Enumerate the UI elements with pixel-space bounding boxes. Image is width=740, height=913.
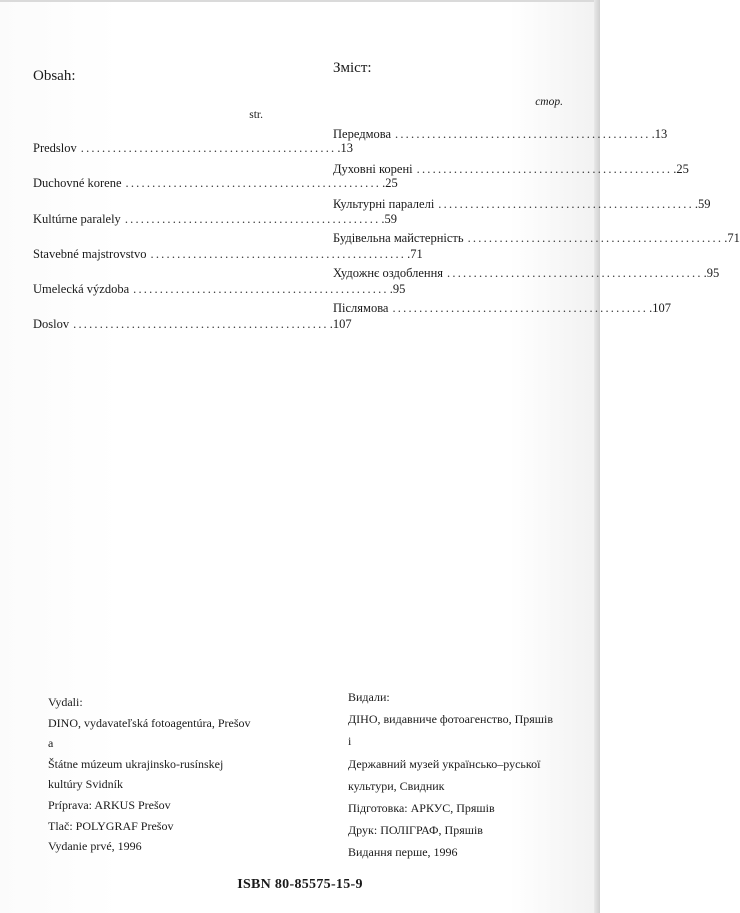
toc-entry-page: .95 [703, 266, 720, 281]
toc-entry-title: Umelecká výzdoba [33, 282, 130, 297]
page-column-label-ukrainian: стор. [535, 96, 563, 108]
toc-entry-title: Духовні корені [333, 161, 413, 176]
imprint-line: Підготовка: АРКУС, Пряшів [348, 801, 495, 816]
imprint-line: Tlač: POLYGRAF Prešov [48, 818, 174, 833]
imprint-ukrainian [348, 686, 598, 864]
toc-entry-page: .95 [389, 282, 406, 297]
toc-entry-page: .13 [651, 127, 668, 141]
toc-leader-dots: ................................................ [73, 317, 329, 332]
imprint-line: kultúry Svidník [48, 777, 124, 792]
toc-entry [33, 141, 353, 176]
toc-entry-title: Культурні паралелі [333, 196, 435, 211]
toc-entry-page: .59 [694, 196, 711, 211]
toc-entry-title: Kultúrne paralely [33, 211, 121, 226]
imprint-line: культури, Свидник [348, 778, 445, 793]
toc-entry [333, 127, 668, 162]
toc-entry-page: .25 [382, 176, 398, 191]
isbn-number: ISBN 80-85575-15-9 [237, 877, 363, 892]
toc-entry-title: Doslov [33, 317, 70, 332]
imprint-line: Príprava: ARKUS Prešov [48, 797, 171, 812]
toc-entry [333, 196, 711, 232]
toc-heading-ukrainian: Зміст: [333, 60, 372, 76]
toc-leader-dots: ................................................ [133, 282, 389, 297]
toc-leader-dots: ................................................ [395, 127, 651, 141]
toc-entry-title: Stavebné majstrovstvo [33, 246, 147, 261]
toc-entry-page: .107 [649, 300, 671, 315]
imprint-line: Vydali: [48, 695, 83, 709]
toc-entry [333, 266, 720, 301]
imprint-slovak [48, 692, 308, 857]
imprint-line: Друк: ПОЛІГРАФ, Пряшів [348, 823, 483, 838]
toc-leader-dots: ................................................ [124, 211, 381, 226]
toc-leader-dots: ................................................ [416, 161, 673, 176]
toc-entry-page: .13 [337, 141, 353, 155]
toc-entry-title: Duchovné korene [33, 176, 122, 191]
imprint-line: DINO, vydavateľská fotoagentúra, Prešov [48, 715, 251, 730]
toc-entry [333, 231, 740, 266]
toc-entry-page: .59 [381, 211, 398, 226]
toc-leader-dots: ................................................ [80, 141, 337, 155]
imprint-line: Štátne múzeum ukrajinsko-rusínskej [48, 756, 224, 771]
toc-entry-title: Художнє оздоблення [333, 266, 444, 281]
imprint-line: Видання перше, 1996 [348, 845, 458, 860]
toc-entry-title: Передмова [333, 127, 392, 141]
toc-ukrainian [333, 60, 740, 336]
toc-heading-slovak: Obsah: [33, 68, 76, 84]
imprint-line: ДІНО, видавниче фотоагенство, Пряшів [348, 712, 554, 727]
imprint-line: Видали: [348, 690, 390, 704]
toc-leader-dots: ................................................ [438, 196, 694, 211]
toc-entry-page: .25 [673, 161, 689, 176]
toc-entry-title: Predslov [33, 141, 77, 155]
toc-entry-title: Будівельна майстерність [333, 231, 464, 246]
toc-leader-dots: ................................................ [392, 300, 649, 315]
toc-entry-title: Післямова [333, 300, 389, 315]
toc-entry [33, 317, 352, 352]
toc-leader-dots: ................................................ [125, 176, 382, 191]
toc-entry [333, 161, 689, 197]
imprint-line: і [348, 734, 352, 749]
top-page-edge [0, 0, 600, 2]
toc-entry [333, 300, 671, 336]
imprint-line: a [48, 736, 54, 751]
toc-entry-page: .71 [407, 246, 423, 261]
toc-leader-dots: ................................................ [467, 231, 724, 246]
imprint-line: Vydanie prvé, 1996 [48, 839, 142, 854]
toc-entry-page: .107 [329, 317, 352, 332]
toc-entry-page: .71 [724, 231, 740, 246]
toc-list-ukrainian [333, 127, 740, 336]
page-column-label-slovak: str. [249, 109, 263, 121]
toc-leader-dots: ................................................ [150, 246, 407, 261]
toc-leader-dots: ................................................ [447, 266, 703, 281]
toc-entry [33, 211, 398, 247]
imprint-line: Державний музей українсько–руської [348, 756, 541, 771]
